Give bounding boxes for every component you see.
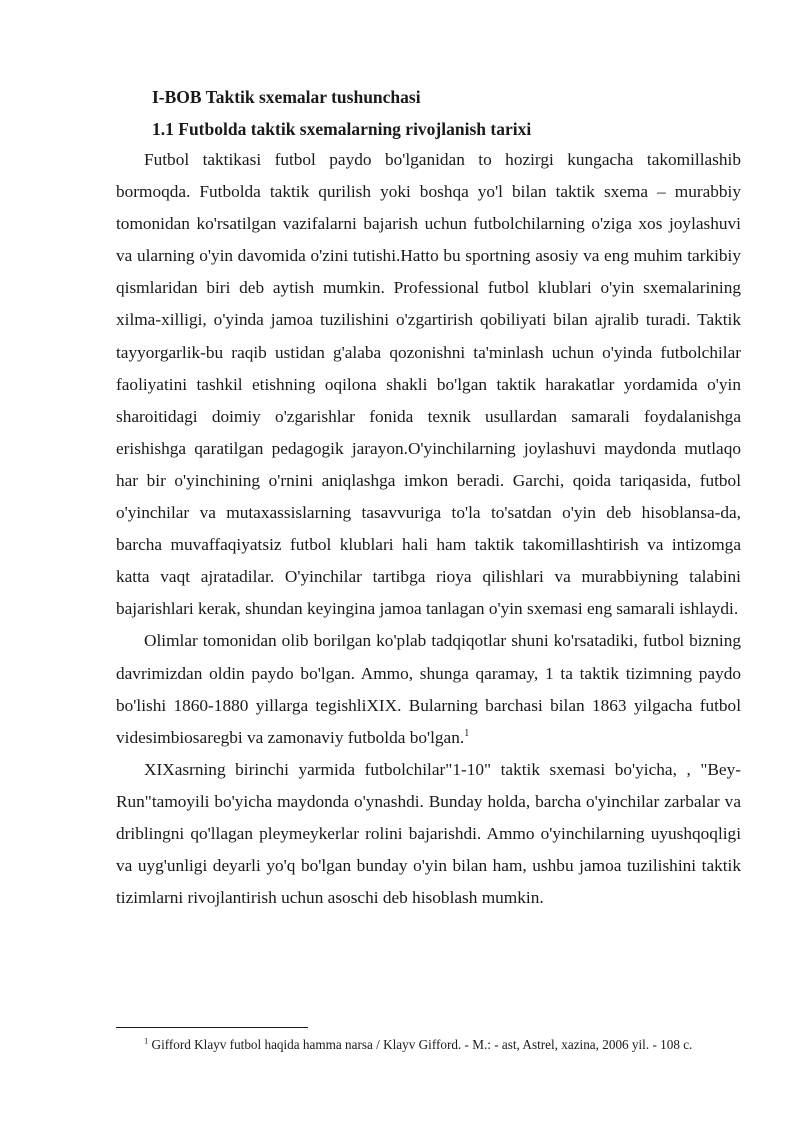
footnote [144, 1037, 744, 1053]
footnote-marker: 1 [144, 1035, 149, 1046]
body-text [116, 144, 741, 914]
paragraph-3: XIXasrning birinchi yarmida futbolchilar"1-10" taktik sxemasi bo'yicha, , "Bey-Run"tamoyili bo'yicha maydonda o'ynashdi. Bunday holda, barcha o'yinchilar zarbalar va driblingni qo'llagan pleymeykerlar rolini bajarishdi. Ammo o'yinchilarning uyushqoqligi va uyg'unligi deyarli yo'q bo'lgan bunday o'yin bilan ham, ushbu jamoa tuzilishini taktik tizimlarni rivojlantirish uchun asoschi deb hisoblash mumkin. [116, 759, 741, 908]
paragraph-1: Futbol taktikasi futbol paydo bo'lganidan to hozirgi kungacha takomillashib bormoqda. Futbolda taktik qurilish yoki boshqa yo'l bilan taktik sxema – murabbiy tomonidan ko'rsatilgan vazifalarni bajarish uchun futbolchilarning o'ziga xos joylashuvi va ularning o'yin davomida o'zini tutishi.Hatto bu sportning asosiy va eng muhim tarkibiy qismlaridan biri deb aytish mumkin. Professional futbol klublari o'yin sxemalarining xilma-xilligi, o'yinda jamoa tuzilishini o'zgartirish qobiliyati bilan ajralib turadi. Taktik tayyorgarlik-bu raqib ustidan g'alaba qozonishni ta'minlash uchun o'yinda futbolchilar faoliyatini tashkil etishning oqilona shakli bo'lgan taktik harakatlar yordamida o'yin sharoitidagi doimiy o'zgarishlar fonida texnik usullardan samarali foydalanishga erishishga qaratilgan pedagogik jarayon.O'yinchilarning joylashuvi maydonda mutlaqo har bir o'yinchining o'rnini aniqlashga imkon beradi. Garchi, qoida tariqasida, futbol o'yinchilar va mutaxassislarning tasavvuriga to'la to'satdan o'yin deb hisoblansa-da, barcha muvaffaqiyatsiz futbol klublari hali ham taktik takomillashtirish va intizomga katta vaqt ajratadilar. O'yinchilar tartibga rioya qilishlari va murabbiyning talabini bajarishlari kerak, shundan keyingina jamoa tanlagan o'yin sxemasi eng samarali ishlaydi. [116, 150, 741, 619]
footnote-separator [116, 1027, 308, 1028]
chapter-title: I-BOB Taktik sxemalar tushunchasi [152, 87, 421, 107]
section-title: 1.1 Futbolda taktik sxemalarning rivojlanish tarixi [152, 119, 532, 139]
paragraph-2-text: Olimlar tomonidan olib borilgan ko'plab tadqiqotlar shuni ko'rsatadiki, futbol bizning davrimizdan oldin paydo bo'lgan. Ammo, shunga qaramay, 1 ta taktik tizimning paydo bo'lishi 1860-1880 yillarga tegishliXIX. Bularning barchasi bilan 1863 yilgacha futbol videsimbiosaregbi va zamonaviy futbolda bo'lgan. [116, 631, 741, 747]
paragraph-2 [116, 625, 741, 753]
footnote-reference[interactable]: 1 [464, 727, 470, 739]
footnote-text: Gifford Klayv futbol haqida hamma narsa / Klayv Gifford. - M.: - ast, Astrel, xazina, 2006 yil. - 108 c. [151, 1037, 693, 1052]
